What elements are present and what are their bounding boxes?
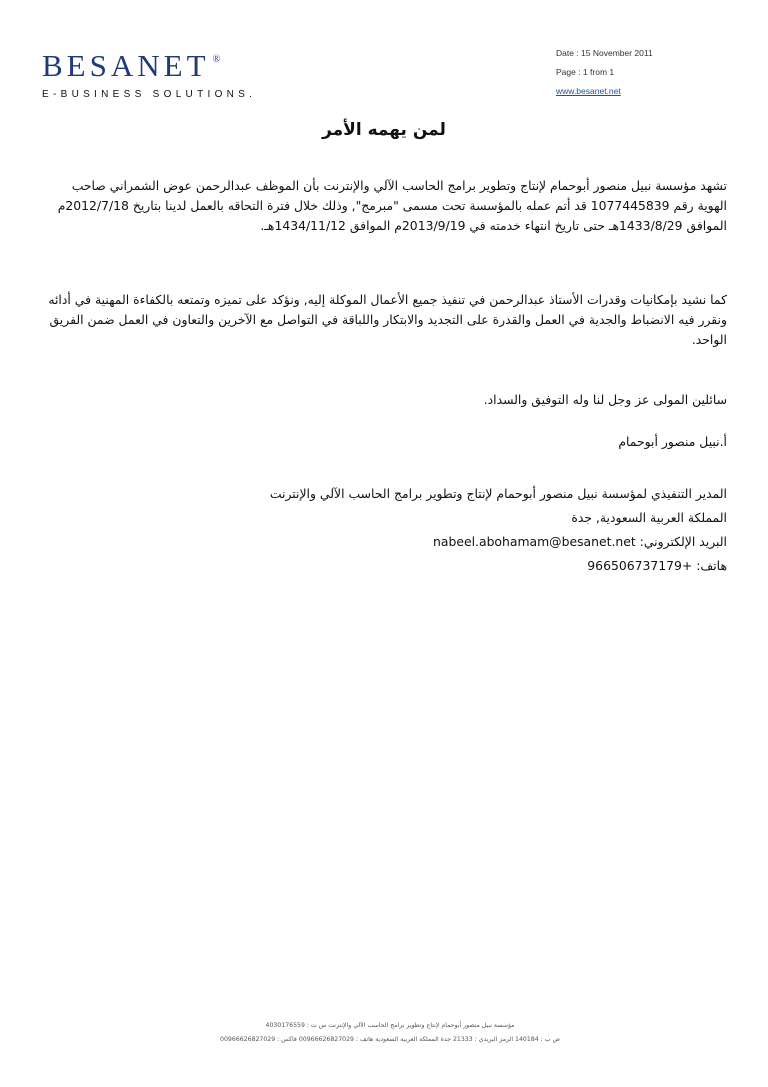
company-logo [42, 50, 256, 100]
logo-wordmark [42, 50, 256, 81]
paragraph-employment: تشهد مؤسسة نبيل منصور أبوحمام لإنتاج وتطوير برامج الحاسب الآلي والإنترنت بأن الموظف عبدالرحمن عوض الشمراني صاحب الهوية رقم 1077445839 قد أتم عمله بالمؤسسة تحت مسمى "مبرمج", وذلك خلال فترة التحاقه بالعمل لدينا بتاريخ 2012/7/18م الموافق 1433/8/29هـ حتى تاريخ انتهاء خدمته في 2013/9/19م الموافق 1434/11/12هـ. [57, 178, 727, 233]
footer-address-line: ص ب : 140184 الرمز البريدي : 21333 جدة المملكة العربية السعودية هاتف : 00966626827029 فاكس : 00966626827029 [220, 1036, 560, 1043]
page-line: Page : 1 from 1 [556, 67, 615, 77]
logo-name: BESANET [42, 48, 210, 83]
signatory-position: المدير التنفيذي لمؤسسة نبيل منصور أبوحمام لإنتاج وتطوير برامج الحاسب الآلي والإنترنت [269, 486, 727, 501]
signatory-phone: هاتف: +966506737179 [587, 558, 727, 573]
footer-company-line: مؤسسة نبيل منصور أبوحمام لإنتاج وتطوير برامج الحاسب الآلي والإنترنت س ت : 4030176559 [265, 1022, 515, 1029]
letter-meta [556, 44, 756, 101]
signatory-email: البريد الإلكتروني: nabeel.abohamam@besanet.net [433, 534, 727, 549]
closing-line: سائلين المولى عز وجل لنا وله التوفيق والسداد. [483, 392, 727, 407]
signatory-name: أ.نبيل منصور أبوحمام [618, 434, 727, 449]
letter-title: لمن يهمه الأمر [322, 120, 446, 140]
paragraph-commendation: كما نشيد بإمكانيات وقدرات الأستاذ عبدالرحمن في تنفيذ جميع الأعمال الموكلة إليه, ونؤكد على تميزه وتمتعه بالكفاءة المهنية في أدائه ونقرر فيه الانضباط والجدية في العمل والقدرة على التجديد والابتكار واللباقة في التواصل مع الآخرين والتعاون في العمل ضمن الفريق الواحد. [48, 292, 727, 347]
date-line: Date : 15 November 2011 [556, 48, 653, 58]
website-link[interactable]: www.besanet.net [556, 86, 621, 96]
page-footer [150, 1019, 630, 1047]
signatory-location: المملكة العربية السعودية, جدة [571, 510, 727, 525]
logo-tagline: E-BUSINESS SOLUTIONS. [42, 89, 257, 100]
registered-mark: ® [212, 54, 221, 65]
